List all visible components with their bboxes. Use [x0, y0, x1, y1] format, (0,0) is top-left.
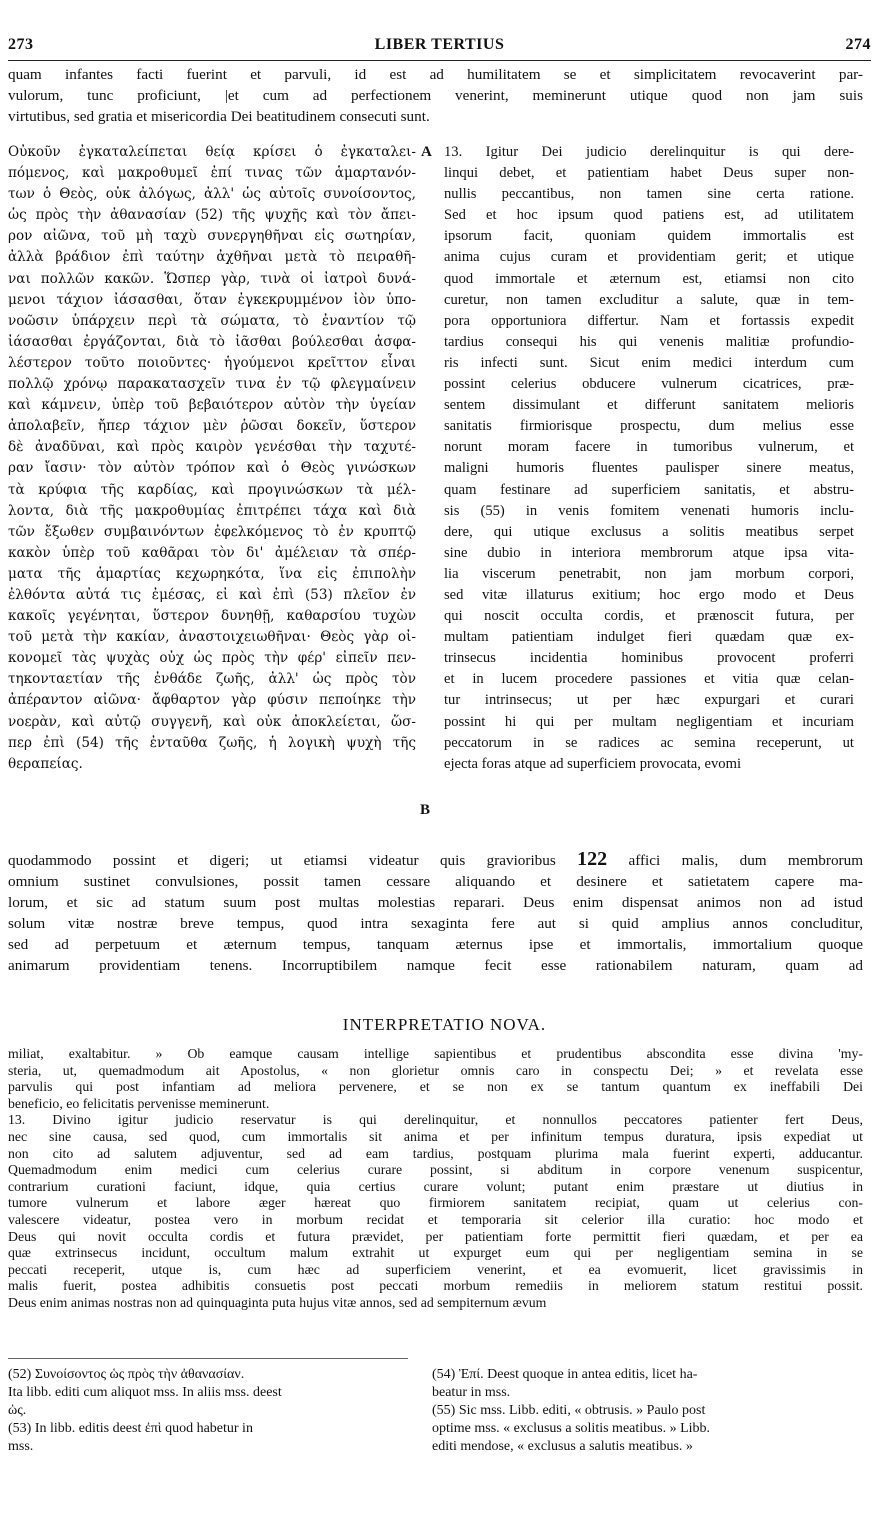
column-marker-a: A	[421, 144, 432, 160]
text-line	[8, 849, 863, 871]
text-line: κακοῖς γεγένηται, ὕστερον δυνηθῇ, καθαρσίου τυχὼν	[8, 608, 416, 625]
text-line: tardius consequi his qui venenis malitiæ profundio-	[444, 333, 854, 350]
footnotes-right	[432, 1366, 830, 1456]
text-line: ipsorum facit, quoniam quidem immortalis est	[444, 228, 854, 245]
text-line: tur intrinsecus; ut per hæc expurgari et curari	[444, 692, 854, 709]
text-line: πόμενος, καὶ μακροθυμεῖ ἐπί τινας τῶν ἁμαρτανόν-	[8, 165, 416, 182]
text-line: (52) Συνοίσοντος ὡς πρὸς τὴν ἀθανασίαν.	[8, 1367, 245, 1382]
text-line: ris infecti sunt. Sicut enim medici interdum cum	[444, 354, 854, 371]
column-marker-b: B	[420, 802, 431, 818]
right-page-number: 274	[845, 36, 871, 53]
text-line: sanitatis firmiorisque prospectu, dum melius esse	[444, 418, 854, 435]
text-line: τηκονταετίαν τῆς ἐνθάδε ζωῆς, ἀλλ' ὡς πρὸς τὸν	[8, 671, 416, 688]
text-line: ἰάσασθαι ἐργάζονται, διὰ τὸ ἰᾶσθαι βούλεσθαι ἀσφα-	[8, 333, 416, 350]
text-line: animarum providentiam tenens. Incorruptibilem namque fecit esse rationabilem naturam, quam ad	[8, 957, 863, 974]
left-page-number: 273	[8, 36, 34, 53]
text-line: peccati receperit, utque is, cum hæc ad superficiem venerint, et ea evomuerit, licet gravissimis in	[8, 1261, 863, 1277]
text-line: ραν ἴασιν· τὸν αὐτὸν τρόπον καὶ ὁ Θεὸς γινώσκων	[8, 460, 416, 477]
footnotes-left	[8, 1366, 406, 1456]
text-line: qui noscit occulta cordis, et prænoscit futura, per	[444, 608, 854, 625]
text-line: ejecta foras atque ad superficiem provocata, evomi	[444, 755, 742, 772]
text-line: νοερὰν, καὶ αὐτῷ συγγενῆ, καὶ οὐκ ἀποκλείεται, ὥσ-	[8, 713, 416, 730]
text-line: δὲ ἀναδῦναι, καὶ πρὸς καιρὸν γενέσθαι τὴν ταχυτέ-	[8, 439, 416, 456]
text-line: ὡς πρὸς τὴν ἀθανασίαν (52) τῆς ψυχῆς καὶ τὸν ἄπει-	[8, 207, 416, 224]
text-line: lorum, et sic ad statum suum post multas molestias reparari. Deus enim dispensat animos non ad istud	[8, 894, 863, 911]
section-number: 122	[577, 849, 608, 870]
text-line: beneficio, eo felicitatis pervenisse meminerunt.	[8, 1095, 270, 1111]
text-line: ματα τῆς ἁμαρτίας κεχωρηκότα, ἵνα εἰς ἐπιπολὴν	[8, 565, 416, 582]
text-line: non cito ad salutem adjuventur, sed ad eam tardius, postquam plurima mala fuerint experti, adducantur.	[8, 1145, 863, 1161]
section-title: INTERPRETATIO NOVA.	[342, 1015, 547, 1034]
text-line: sis (55) in venis fomitem venenati humoris inclu-	[444, 502, 854, 519]
text-line: κονομεῖ τὰς ψυχὰς οὐχ ὡς πρὸς τὴν φέρ' εἰπεῖν πεν-	[8, 650, 416, 667]
text-line: miliat, exaltabitur. » Ob eamque causam intellige sapientibus et prudentibus abscondita esse divina 'my-	[8, 1046, 863, 1061]
text-line: possint hi qui per multam negligentiam et incuriam	[444, 713, 854, 730]
interpretatio-text	[8, 1046, 863, 1312]
bottom-paragraph	[8, 849, 863, 976]
footnote-rule	[8, 1358, 408, 1359]
text-line: Ita libb. editi cum aliquot mss. In aliis mss. deest	[8, 1385, 282, 1400]
text-line: quam infantes facti fuerint et parvuli, id est ad humilitatem se et simplicitatem revocaverint par-	[8, 66, 863, 83]
greek-column	[8, 142, 416, 775]
text-line: quam festinare ad superficiem sanitatis, et abstru-	[444, 481, 854, 498]
text-line: τοῦ μετὰ τὴν κακίαν, ἀναστοιχειωθῆναι· Θεὸς γὰρ οἰ-	[8, 629, 416, 646]
text-line: ἐλθόντα αὐτά τις ἐμέσας, εἰ καὶ ἐπὶ (53) πλεῖον ἐν	[8, 586, 416, 603]
text-line: dere, qui utique exclusus a solitis meatibus serpet	[444, 523, 854, 540]
text-line: mss.	[8, 1439, 34, 1454]
latin-column	[444, 142, 854, 775]
text-line: parvulis qui post infantiam ad meliora pervenere, et se non ex se tantum quantum ex ineffabili Dei	[8, 1079, 863, 1095]
text-line: sentem dissimulant et differunt sanitatem melioris	[444, 397, 854, 414]
text-line: (55) Sic mss. Libb. editi, « obtrusis. » Paulo post	[432, 1403, 706, 1418]
text-line: virtutibus, sed gratia et misericordia Dei beatitudinem consecuti sunt.	[8, 108, 430, 125]
text-line: Οὐκοῦν ἐγκαταλείπεται θείᾳ κρίσει ὁ ἐγκαταλει-	[8, 144, 416, 160]
text-line: multam patientiam indulget fieri quædam quæ ex-	[444, 629, 854, 646]
top-paragraph	[8, 64, 863, 127]
text-line: περ ἐπὶ (54) τῆς ἐνταῦθα ζωῆς, ἡ λογικὴ ψυχὴ τῆς	[8, 734, 416, 751]
text-line: norunt moram facere in tumoribus vulnerum, et	[444, 439, 854, 456]
text-line: nec sine causa, sed quod, cum immortalis sit anima et per infinitum tempus duratura, ipsis expediat ut	[8, 1128, 863, 1144]
text-line: νοῶσιν ὑπάρχειν περὶ τὰ σώματα, τὸ ἐναντίον τῷ	[8, 312, 416, 329]
text-line: maligni humoris fluentes paulisper sinere meatus,	[444, 460, 854, 477]
text-line: beatur in mss.	[432, 1385, 511, 1400]
running-title: LIBER TERTIUS	[374, 36, 505, 53]
text-line: των ὁ Θεὸς, οὐκ ἀλόγως, ἀλλ' ὡς αὐτοῖς συνοίσοντος,	[8, 186, 416, 203]
text-line: sed vitæ illaturus exitium; hoc ergo modo et Deus	[444, 586, 854, 603]
text-line: et in lucem procedere passiones et vitia quæ celan-	[444, 671, 854, 688]
text-line: ἀπέραντον αἰῶνα· ἄφθαρτον γὰρ φύσιν πεποίηκε τὴν	[8, 692, 416, 709]
text-line: pora opportuniora differtur. Nam et fortassis expedit	[444, 312, 854, 329]
text-line: (54) Ἐπί. Deest quoque in antea editis, licet ha-	[432, 1367, 698, 1382]
text-line: linqui debet, et patientiam habet Deus super non-	[444, 165, 854, 182]
text-line: λέστερον τοῦτο ποιοῦντες· ἡγούμενοι κρεῖττον εἶναι	[8, 354, 416, 371]
text-line: steria, ut, quemadmodum ait Apostolus, « non glorietur omnis caro in conspectu Dei; » et revelata esse	[8, 1062, 863, 1078]
text-line: vulorum, tunc proficiunt, |et cum ad perfectionem venerint, meminerunt utique quod non jam suis	[8, 87, 863, 104]
text-line: Deus qui novit occulta cordis et futura prævidet, per patientiam forte permittit fieri quædam, et per ea	[8, 1228, 863, 1244]
text-line: nullis peccantibus, non tamen sine certa ratione.	[444, 186, 854, 203]
text-line: omnium sustinet convulsiones, possit tamen cessare aliquando et desinere et satietatem capere ma-	[8, 873, 863, 890]
running-header	[8, 36, 871, 58]
text-line: κακὸν ὑπὲρ τοῦ καθᾶραι τὸν δι' ἀμέλειαν τὰ σπέρ-	[8, 544, 416, 561]
text-line: optime mss. « exclusus a solitis meatibus. » Libb.	[432, 1421, 711, 1436]
text-line: trinsecus incidentia hominibus provocent proferri	[444, 650, 854, 667]
text-line: editi mendose, « exclusus a salutis meatibus. »	[432, 1439, 693, 1454]
text-line: sine dubio in interiora membrorum atque ipsa vita-	[444, 544, 854, 561]
text-line: anima cujus curam et providentiam gerit; et utique	[444, 249, 854, 266]
text-line: ρον αἰῶνα, τοῦ μὴ ταχὺ συνεργηθῆναι εἰς σωτηρίαν,	[8, 228, 416, 245]
text-line: sed ad perpetuum et æternum tempus, tanquam æternus ipse et immortalis, immortalium quoque	[8, 936, 863, 953]
text-line: malis fuerit, postea adhibitis consuetis post peccati morbum remediis in meliorem statum restitui possit.	[8, 1278, 863, 1294]
text-line: valescere videatur, postea vero in morbum recidat et temporaria sit celerior illa curatio: hoc modo et	[8, 1211, 863, 1227]
text-line: πολλῷ χρόνῳ παρακατασχεῖν τινα ἐν τῷ φλεγμαίνειν	[8, 376, 416, 393]
text-line: τὰ κρύφια τῆς καρδίας, καὶ προγινώσκων τὰ μέλ-	[8, 481, 416, 498]
text-line: τῶν ἔξωθεν συμβαινόντων ἐφελκόμενος τὸ ἐν κρυπτῷ	[8, 523, 416, 540]
text-line: θεραπείας.	[8, 755, 83, 772]
text-line: curetur, non tamen excluditur a salute, quæ in tem-	[444, 291, 854, 308]
text-line: solum vitæ nostræ breve tempus, quod intra sexaginta fere aut si quid amplius annos concluditur,	[8, 915, 863, 932]
text-line: possint celerius obducere vulnerum cicatrices, præ-	[444, 376, 854, 393]
text-line: quæ extrinsecus incidunt, occultum malum extrahit ut expurget eum qui per negligentiam semina in se	[8, 1245, 863, 1261]
text-line: ναι πολλῶν κακῶν. Ὥσπερ γὰρ, τινὰ οἱ ἰατροὶ δυνά-	[8, 270, 416, 287]
text-line: contrarium curationi faciunt, idque, quia certius curare volunt; putant enim præstare ut diutius in	[8, 1178, 863, 1194]
text-line: 13. Igitur Dei judicio derelinquitur is qui dere-	[444, 144, 854, 160]
text-line: 13. Divino igitur judicio reservatur is qui derelinquitur, et nonnullos peccatores patienter fert Deus,	[8, 1112, 863, 1128]
text-line: lia viscerum penetrabit, non jam morbum corpori,	[444, 565, 854, 582]
text-fragment: quodammodo possint et digeri; ut etiamsi videatur quis gravioribus	[8, 852, 556, 869]
text-line: λοντα, διὰ τῆς μακροθυμίας ἐπιτρέπει τάχα καὶ διὰ	[8, 502, 416, 519]
text-line: Sed et hoc ipsum quod patiens est, ad utilitatem	[444, 207, 854, 224]
text-line: ὡς.	[8, 1403, 27, 1418]
text-line: καὶ κάμνειν, ὑπὲρ τοῦ βεβαιότερον αὐτὸν τὴν ὑγείαν	[8, 397, 416, 414]
text-fragment: affici malis, dum membrorum	[628, 852, 863, 869]
text-line: quod immortale et æternum est, etiamsi non cito	[444, 270, 854, 287]
text-line: ἀπολαβεῖν, ἤπερ τάχιον μὲν ῥῶσαι δοκεῖν, ὕστερον	[8, 418, 416, 435]
text-line: Deus enim animas nostras non ad quinquaginta puta hujus vitæ annos, sed ad sempiternum ævum	[8, 1294, 547, 1310]
text-line: μενοι τάχιον ἰάσασθαι, ὅταν ἐγκεκρυμμένον ἰὸν ὑπο-	[8, 291, 416, 308]
header-rule	[8, 60, 871, 61]
text-line: (53) In libb. editis deest ἐπὶ quod habetur in	[8, 1421, 253, 1436]
text-line: Quemadmodum enim medici cum celerius curare possint, si abditum in corpore venenum suspicentur,	[8, 1162, 863, 1178]
text-line: tumore vulnerum et labore æger hæreat quo firmiorem sanitatem recipiat, quam ut celerius con-	[8, 1195, 863, 1211]
text-line: peccatorum in se radices ac semina receperunt, ut	[444, 734, 854, 751]
text-line: ἀλλὰ βράδιον ἐπὶ ταύτην ἀχθῆναι μετὰ τὸ πειραθῆ-	[8, 249, 416, 266]
